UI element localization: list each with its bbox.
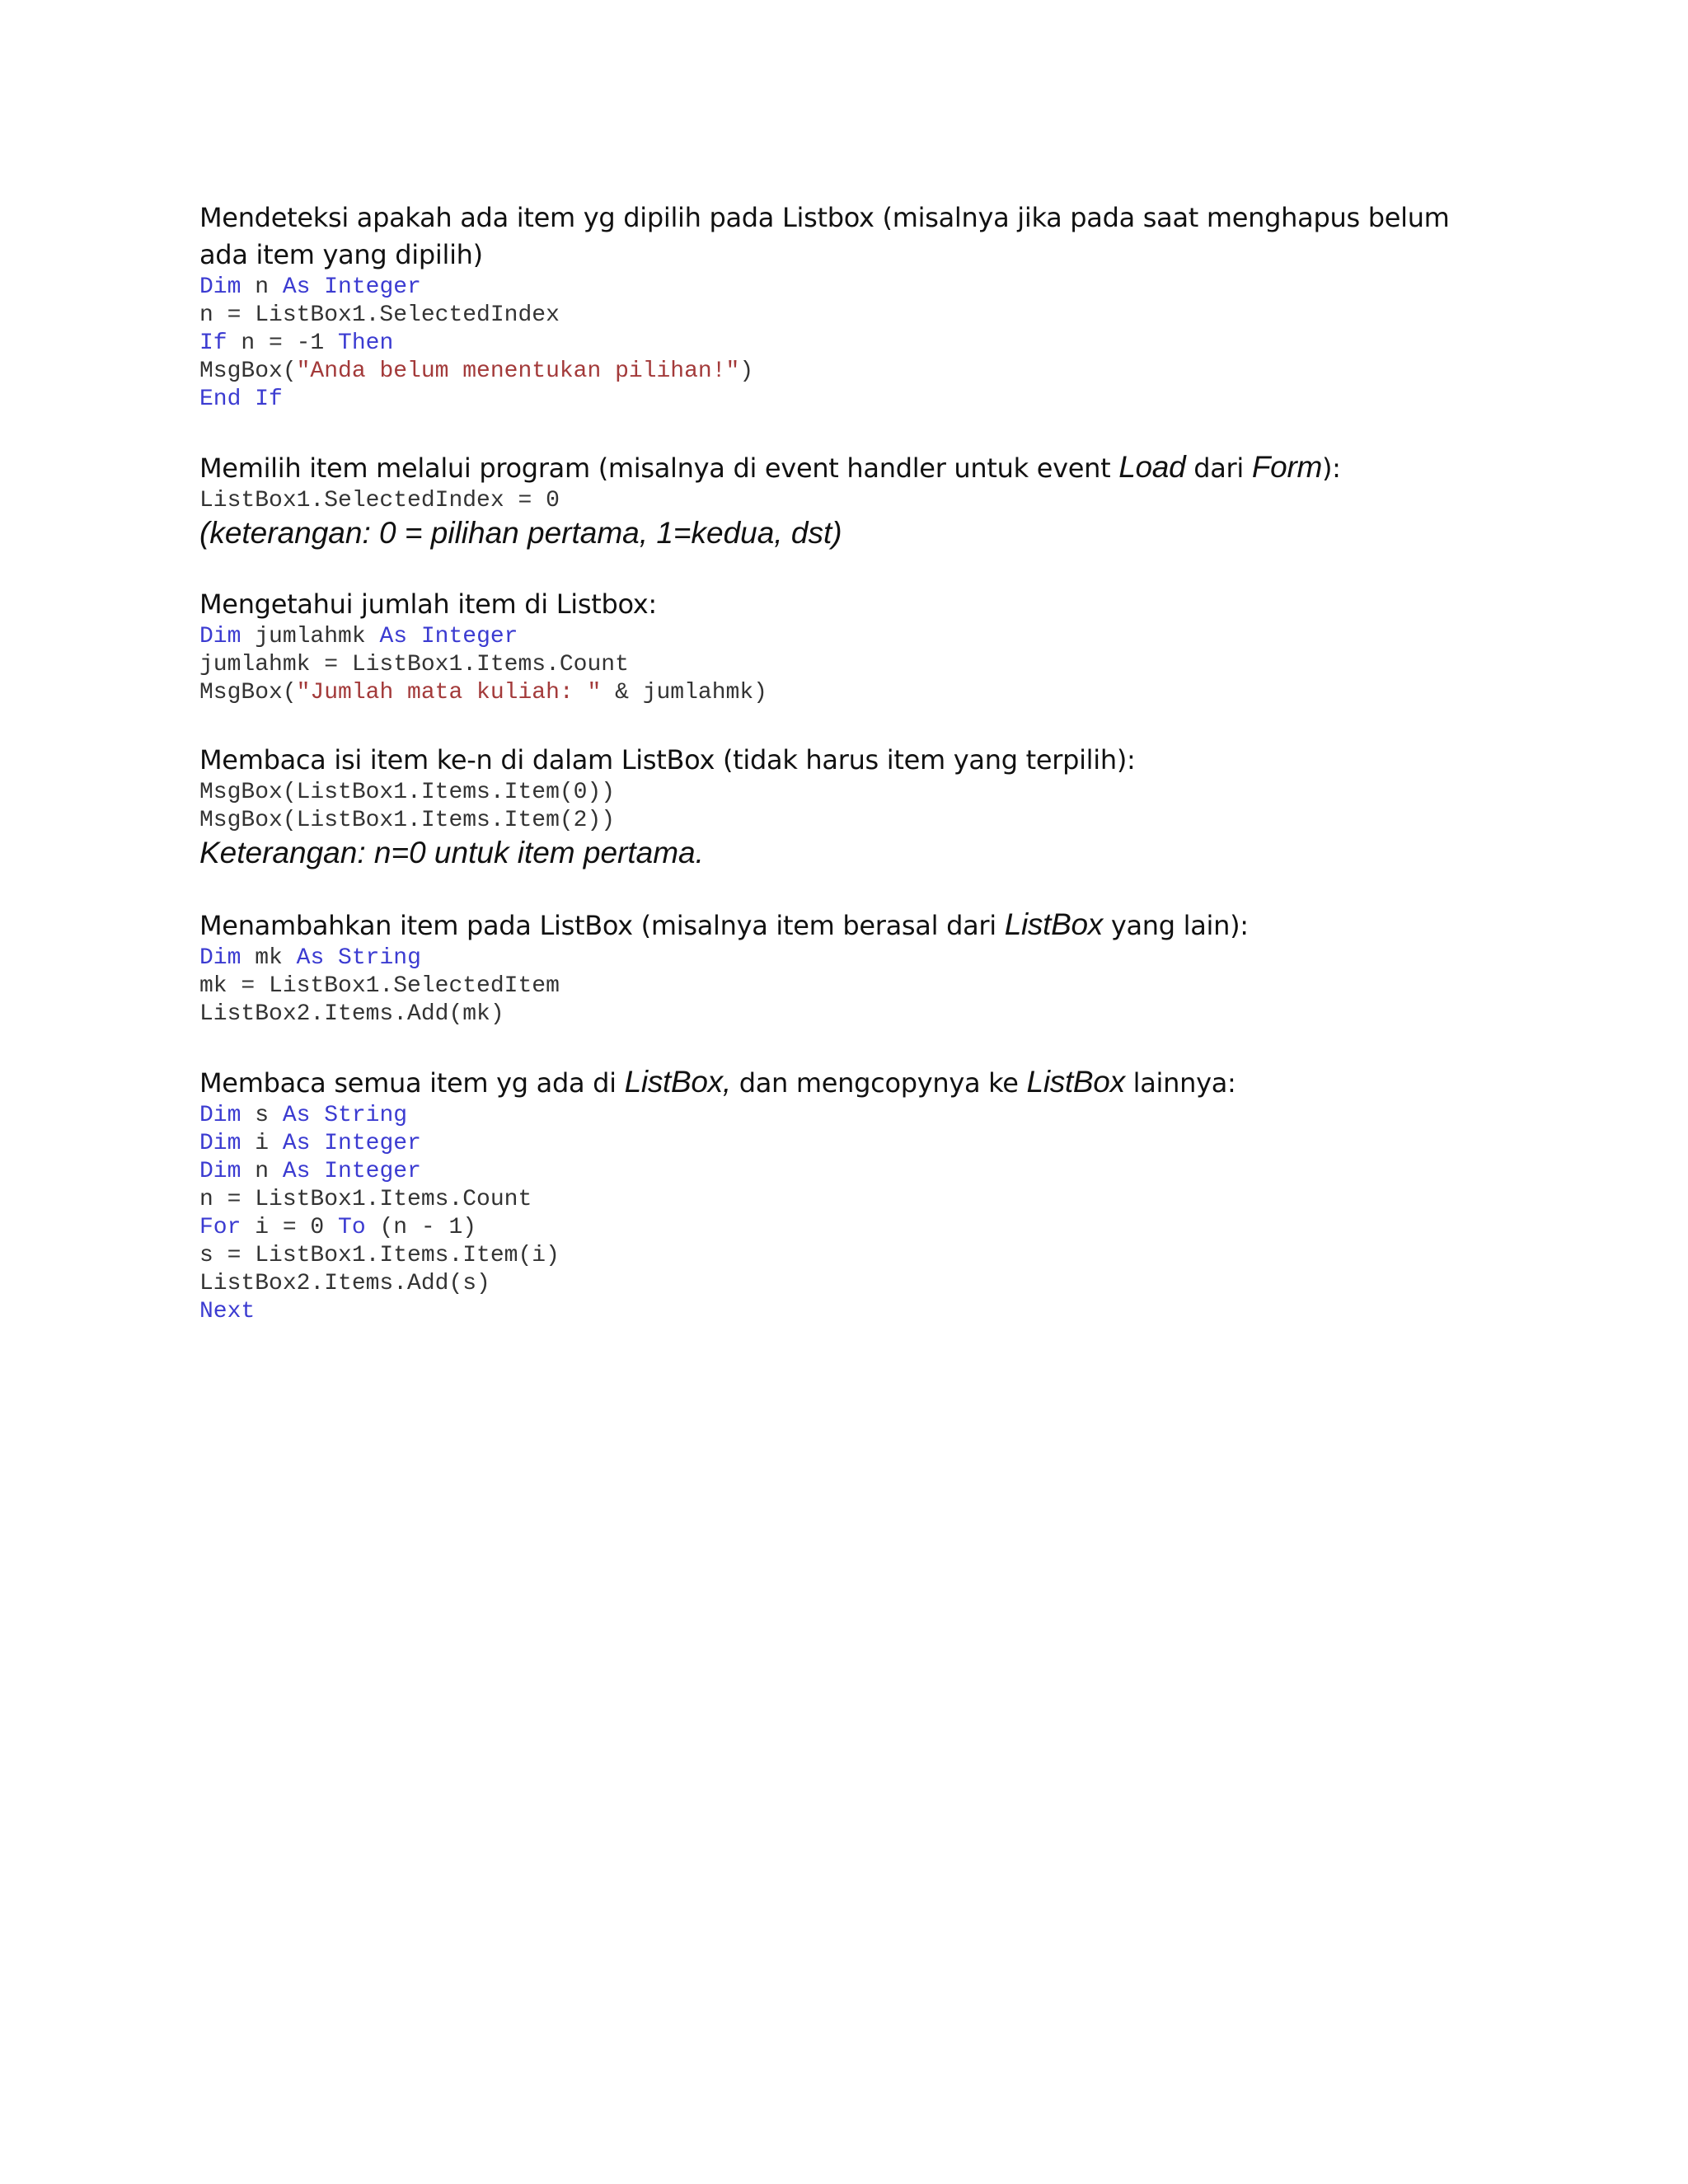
code-line bbox=[199, 679, 1485, 707]
code-keyword: As Integer bbox=[282, 1131, 421, 1156]
code-line bbox=[199, 330, 1485, 358]
section-count-items bbox=[199, 586, 1485, 707]
code-line bbox=[199, 807, 1485, 835]
code-text: n = ListBox1.Items.Count bbox=[199, 1187, 532, 1212]
section-spacer bbox=[199, 1029, 1485, 1063]
code-text: i bbox=[241, 1131, 283, 1156]
code-line bbox=[199, 302, 1485, 330]
section-read-nth bbox=[199, 742, 1485, 871]
code-string: "Anda belum menentukan pilihan!" bbox=[296, 359, 740, 384]
code-line bbox=[199, 1102, 1485, 1130]
code-keyword: Dim bbox=[199, 1103, 241, 1128]
code-line bbox=[199, 651, 1485, 679]
code-string: "Jumlah mata kuliah: " bbox=[296, 680, 602, 705]
code-text: n = ListBox1.SelectedIndex bbox=[199, 302, 560, 328]
heading-text: dari bbox=[1185, 452, 1252, 484]
code-text: mk = ListBox1.SelectedItem bbox=[199, 973, 560, 999]
code-keyword: End If bbox=[199, 387, 283, 412]
heading-text: dan mengcopynya ke bbox=[730, 1067, 1027, 1099]
section-heading bbox=[199, 448, 1485, 487]
heading-text: Menambahkan item pada ListBox (misalnya item berasal dari bbox=[199, 910, 1005, 941]
section-select-by-code bbox=[199, 448, 1485, 551]
code-line bbox=[199, 358, 1485, 386]
section-spacer bbox=[199, 707, 1485, 742]
section-note: Keterangan: n=0 untuk item pertama. bbox=[199, 836, 704, 869]
code-text: MsgBox( bbox=[199, 680, 297, 705]
heading-emphasis: Form bbox=[1251, 450, 1322, 484]
code-text: MsgBox(ListBox1.Items.Item(0)) bbox=[199, 780, 616, 805]
heading-emphasis: ListBox bbox=[1026, 1065, 1125, 1099]
code-line bbox=[199, 779, 1485, 807]
code-text: ListBox2.Items.Add(mk) bbox=[199, 1001, 504, 1027]
section-note: (keterangan: 0 = pilihan pertama, 1=kedua, dst) bbox=[199, 516, 842, 550]
code-line bbox=[199, 1158, 1485, 1186]
code-keyword: As Integer bbox=[282, 274, 421, 300]
section-heading bbox=[199, 1063, 1485, 1102]
code-line bbox=[199, 487, 1485, 515]
heading-text: Membaca isi item ke-n di dalam ListBox (tidak harus item yang terpilih): bbox=[199, 744, 1136, 776]
code-text: & jumlahmk) bbox=[601, 680, 767, 705]
code-line bbox=[199, 972, 1485, 1001]
code-keyword: If bbox=[199, 330, 227, 356]
heading-text: ): bbox=[1322, 452, 1341, 484]
code-text: n bbox=[241, 274, 283, 300]
heading-emphasis: Load bbox=[1118, 450, 1186, 484]
code-keyword: Then bbox=[338, 330, 394, 356]
code-line bbox=[199, 623, 1485, 651]
code-keyword: Dim bbox=[199, 1159, 241, 1184]
code-line bbox=[199, 1001, 1485, 1029]
code-text: ListBox1.SelectedIndex = 0 bbox=[199, 488, 560, 513]
code-text: MsgBox(ListBox1.Items.Item(2)) bbox=[199, 808, 616, 833]
code-keyword: Dim bbox=[199, 1131, 241, 1156]
code-line bbox=[199, 1130, 1485, 1158]
heading-text: Memilih item melalui program (misalnya di event handler untuk event bbox=[199, 452, 1119, 484]
code-line bbox=[199, 1186, 1485, 1214]
code-text: MsgBox( bbox=[199, 359, 297, 384]
document-page bbox=[199, 199, 1485, 1326]
code-text: ListBox2.Items.Add(s) bbox=[199, 1271, 490, 1296]
section-heading bbox=[199, 742, 1485, 779]
heading-emphasis: ListBox, bbox=[624, 1065, 731, 1099]
heading-text: Mengetahui jumlah item di Listbox: bbox=[199, 588, 657, 620]
code-text: n bbox=[241, 1159, 283, 1184]
code-keyword: As Integer bbox=[282, 1159, 421, 1184]
code-text: mk bbox=[241, 945, 297, 971]
heading-emphasis: ListBox bbox=[1004, 907, 1103, 941]
code-keyword: Dim bbox=[199, 624, 241, 649]
code-text: n = -1 bbox=[227, 330, 339, 356]
code-line bbox=[199, 1270, 1485, 1298]
code-keyword: Dim bbox=[199, 945, 241, 971]
code-text: i = 0 bbox=[241, 1215, 339, 1240]
code-text: ) bbox=[739, 359, 754, 384]
section-add-item bbox=[199, 906, 1485, 1029]
code-keyword: Next bbox=[199, 1299, 256, 1324]
heading-text: lainnya: bbox=[1124, 1067, 1236, 1099]
code-line bbox=[199, 274, 1485, 302]
code-line bbox=[199, 1214, 1485, 1242]
code-keyword: As Integer bbox=[379, 624, 518, 649]
code-text: (n - 1) bbox=[365, 1215, 477, 1240]
section-heading bbox=[199, 906, 1485, 944]
heading-text: Mendeteksi apakah ada item yg dipilih pada Listbox (misalnya jika pada saat menghapus belum ada item yang dipilih) bbox=[199, 202, 1450, 270]
code-line bbox=[199, 944, 1485, 972]
code-text: jumlahmk = ListBox1.Items.Count bbox=[199, 652, 629, 677]
section-selected-check bbox=[199, 199, 1485, 414]
section-heading bbox=[199, 199, 1485, 274]
section-copy-all bbox=[199, 1063, 1485, 1326]
code-text: jumlahmk bbox=[241, 624, 380, 649]
code-text: s bbox=[241, 1103, 283, 1128]
code-keyword: To bbox=[338, 1215, 366, 1240]
section-spacer bbox=[199, 871, 1485, 906]
code-line bbox=[199, 1242, 1485, 1270]
code-keyword: For bbox=[199, 1215, 241, 1240]
code-text: s = ListBox1.Items.Item(i) bbox=[199, 1243, 560, 1268]
code-line bbox=[199, 386, 1485, 414]
section-heading bbox=[199, 586, 1485, 623]
code-line bbox=[199, 1298, 1485, 1326]
code-keyword: Dim bbox=[199, 274, 241, 300]
heading-text: yang lain): bbox=[1102, 910, 1249, 941]
section-spacer bbox=[199, 414, 1485, 448]
section-spacer bbox=[199, 551, 1485, 586]
code-keyword: As String bbox=[296, 945, 421, 971]
code-keyword: As String bbox=[282, 1103, 408, 1128]
heading-text: Membaca semua item yg ada di bbox=[199, 1067, 625, 1099]
